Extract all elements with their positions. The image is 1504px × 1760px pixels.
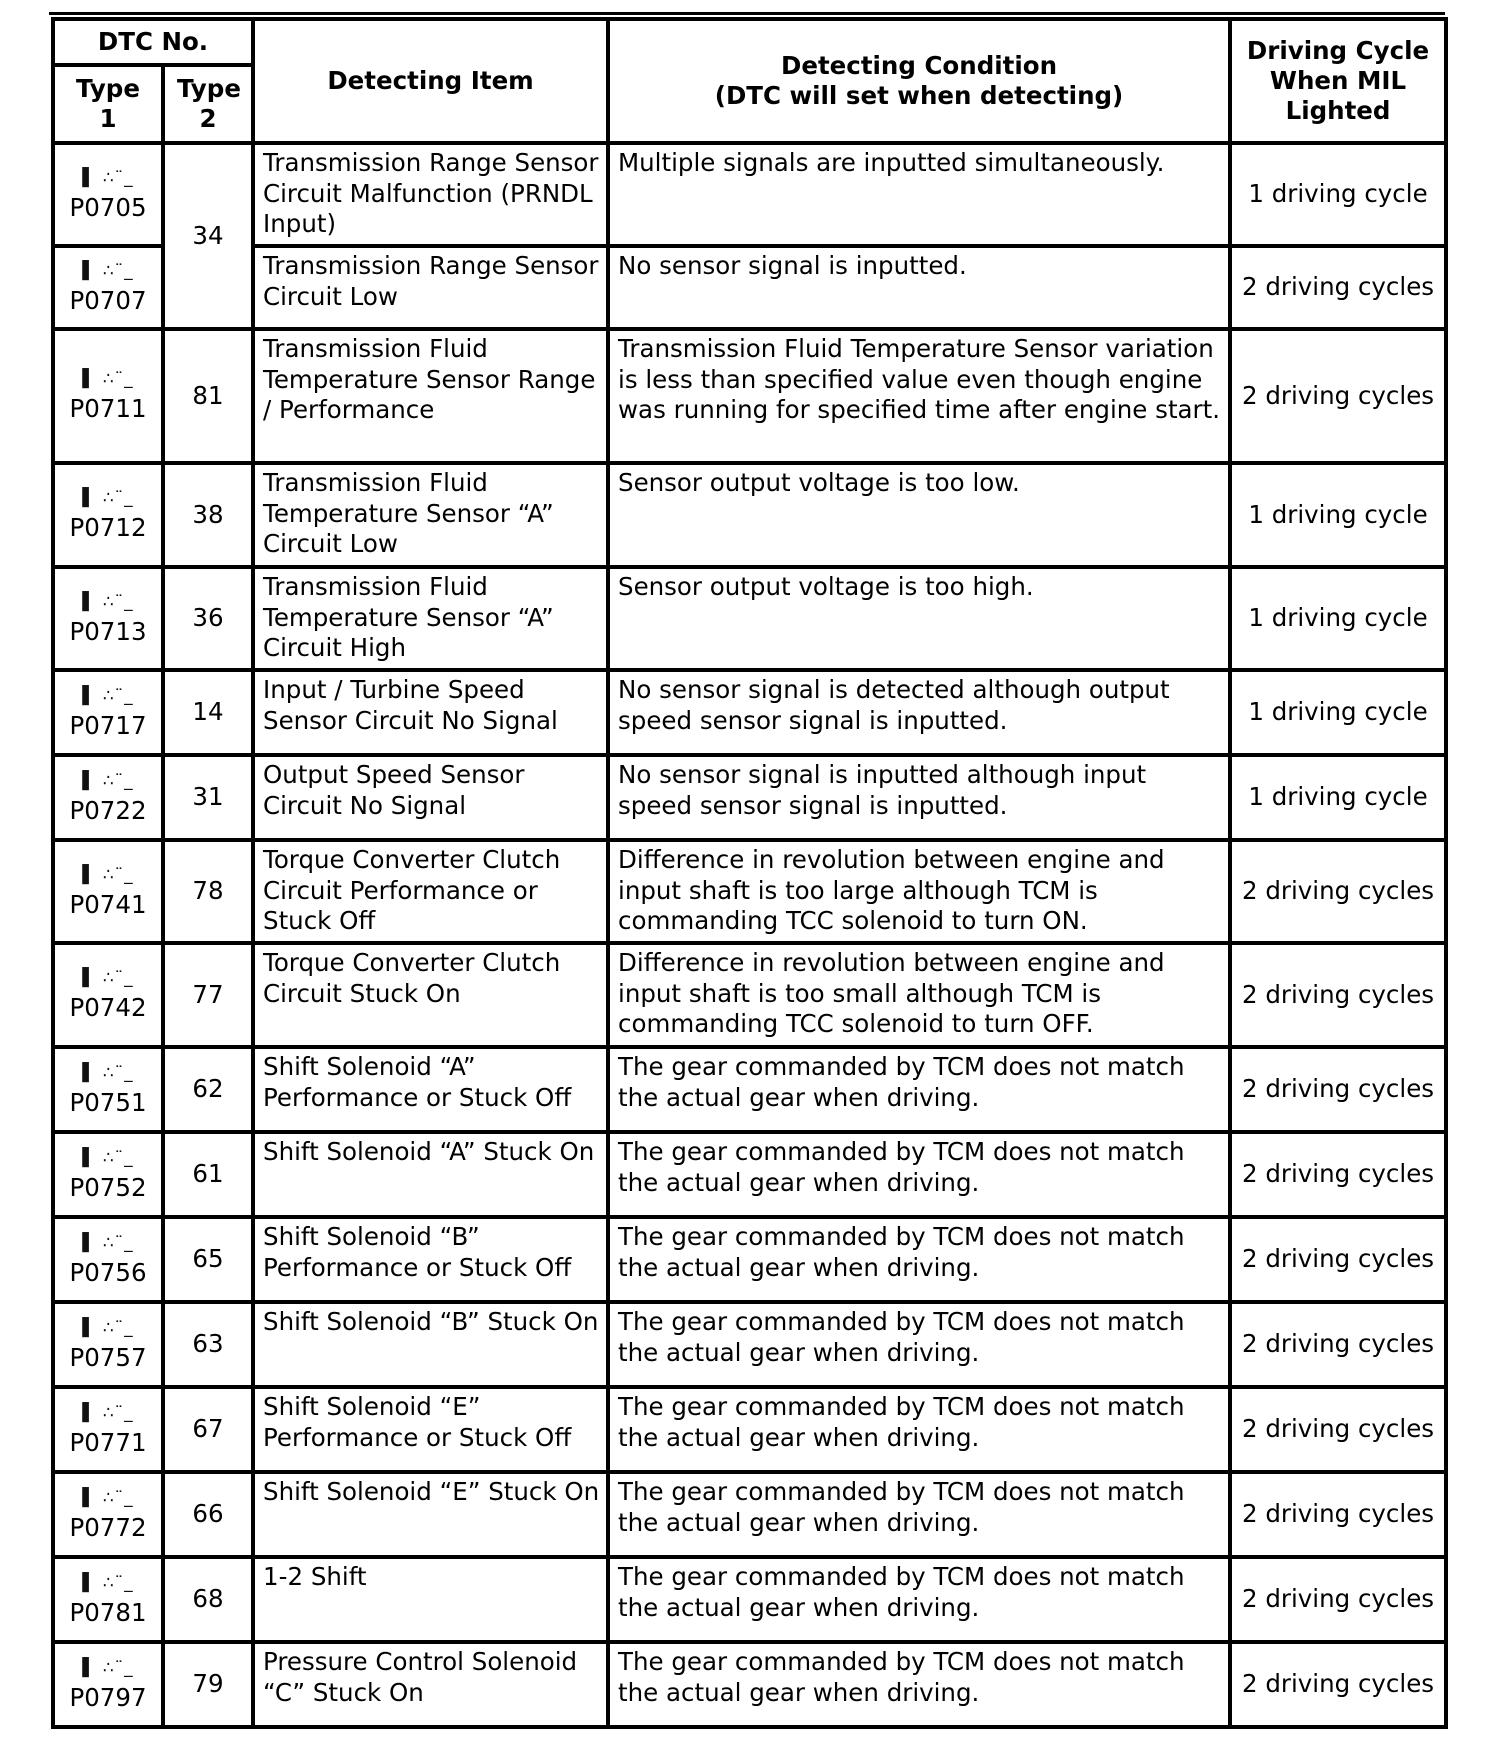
header-driving-cycle: Driving Cycle When MIL Lighted	[1230, 19, 1446, 143]
dtc-type1-cell	[53, 840, 163, 943]
table-row	[53, 943, 1446, 1047]
header-condition-line2: (DTC will set when detecting)	[714, 81, 1124, 110]
dtc-type1-cell	[53, 329, 163, 463]
header-condition-line1: Detecting Condition	[781, 51, 1058, 80]
driving-cycle-cell: 1 driving cycle	[1230, 567, 1446, 670]
detecting-condition-cell: The gear commanded by TCM does not match the actual gear when driving.	[608, 1642, 1230, 1727]
table-row	[53, 1132, 1446, 1217]
dtc-type2-cell: 38	[163, 463, 253, 567]
detecting-condition-cell: The gear commanded by TCM does not match the actual gear when driving.	[608, 1557, 1230, 1642]
dtc-type1-code: P0707	[69, 285, 147, 315]
check-engine-icon: ▌ ∴¨_	[82, 770, 134, 791]
table-row	[53, 755, 1446, 840]
dtc-table	[51, 17, 1448, 1729]
detecting-item-cell: Transmission Fluid Temperature Sensor “A” Circuit High	[253, 567, 608, 670]
driving-cycle-cell: 2 driving cycles	[1230, 1132, 1446, 1217]
detecting-item-cell: Transmission Range Sensor Circuit Malfunction (PRNDL Input)	[253, 143, 608, 246]
table-row	[53, 463, 1446, 567]
dtc-type2-cell: 77	[163, 943, 253, 1047]
detecting-condition-cell: Multiple signals are inputted simultaneously.	[608, 143, 1230, 246]
check-engine-icon: ▌ ∴¨_	[82, 591, 134, 612]
detecting-item-cell: Torque Converter Clutch Circuit Stuck On	[253, 943, 608, 1047]
dtc-type1-code: P0757	[69, 1342, 147, 1372]
driving-cycle-cell: 2 driving cycles	[1230, 329, 1446, 463]
table-row	[53, 1642, 1446, 1727]
dtc-type1-code: P0771	[69, 1427, 147, 1457]
detecting-item-cell: Transmission Fluid Temperature Sensor “A” Circuit Low	[253, 463, 608, 567]
table-row	[53, 1472, 1446, 1557]
dtc-type1-code: P0717	[69, 710, 147, 740]
dtc-type1-cell	[53, 1132, 163, 1217]
check-engine-icon: ▌ ∴¨_	[82, 968, 134, 988]
dtc-type1-cell	[53, 1387, 163, 1472]
dtc-type2-cell: 31	[163, 755, 253, 840]
detecting-item-cell: Torque Converter Clutch Circuit Performance or Stuck Off	[253, 840, 608, 943]
driving-cycle-cell: 2 driving cycles	[1230, 1557, 1446, 1642]
dtc-type1-code: P0772	[69, 1512, 147, 1542]
dtc-type1-code: P0713	[69, 616, 147, 646]
dtc-type1-cell	[53, 567, 163, 670]
dtc-table-body	[53, 143, 1446, 1727]
detecting-item-cell: Transmission Fluid Temperature Sensor Range / Performance	[253, 329, 608, 463]
top-rule	[49, 12, 1445, 15]
detecting-condition-cell: No sensor signal is inputted.	[608, 246, 1230, 329]
header-detecting-condition	[608, 19, 1230, 143]
dtc-type2-cell: 63	[163, 1302, 253, 1387]
driving-cycle-cell: 2 driving cycles	[1230, 246, 1446, 329]
check-engine-icon: ▌ ∴¨_	[82, 864, 134, 885]
table-row	[53, 1557, 1446, 1642]
driving-cycle-cell: 1 driving cycle	[1230, 463, 1446, 567]
dtc-type2-cell: 81	[163, 329, 253, 463]
dtc-type1-code: P0711	[69, 394, 147, 423]
detecting-item-cell: Shift Solenoid “A” Stuck On	[253, 1132, 608, 1217]
check-engine-icon: ▌ ∴¨_	[82, 1487, 134, 1508]
dtc-type1-code: P0722	[69, 795, 147, 825]
check-engine-icon: ▌ ∴¨_	[82, 1147, 134, 1168]
dtc-type1-code: P0751	[69, 1087, 147, 1117]
table-row	[53, 246, 1446, 329]
dtc-type1-code: P0756	[69, 1257, 147, 1287]
dtc-type2-cell: 62	[163, 1047, 253, 1132]
header-dtc-no: DTC No.	[53, 19, 253, 65]
dtc-type1-cell	[53, 143, 163, 246]
check-engine-icon: ▌ ∴¨_	[82, 1232, 134, 1253]
dtc-type1-cell	[53, 1302, 163, 1387]
check-engine-icon: ▌ ∴¨_	[82, 488, 134, 508]
dtc-type2-cell: 78	[163, 840, 253, 943]
dtc-type2-cell: 68	[163, 1557, 253, 1642]
check-engine-icon: ▌ ∴¨_	[82, 1572, 134, 1593]
detecting-condition-cell: Difference in revolution between engine and input shaft is too large although TCM is commanding TCC solenoid to turn ON.	[608, 840, 1230, 943]
dtc-type1-code: P0752	[69, 1172, 147, 1202]
check-engine-icon: ▌ ∴¨_	[82, 369, 134, 389]
dtc-type1-code: P0705	[69, 192, 147, 222]
header-type1: Type 1	[53, 65, 163, 143]
driving-cycle-cell: 1 driving cycle	[1230, 755, 1446, 840]
dtc-type2-cell: 79	[163, 1642, 253, 1727]
detecting-item-cell: Shift Solenoid “B” Performance or Stuck Off	[253, 1217, 608, 1302]
detecting-condition-cell: The gear commanded by TCM does not match the actual gear when driving.	[608, 1047, 1230, 1132]
detecting-condition-cell: The gear commanded by TCM does not match the actual gear when driving.	[608, 1302, 1230, 1387]
dtc-type1-cell	[53, 1642, 163, 1727]
check-engine-icon: ▌ ∴¨_	[82, 1402, 134, 1423]
detecting-item-cell: Shift Solenoid “E” Performance or Stuck Off	[253, 1387, 608, 1472]
detecting-condition-cell: Difference in revolution between engine and input shaft is too small although TCM is commanding TCC solenoid to turn OFF.	[608, 943, 1230, 1047]
check-engine-icon: ▌ ∴¨_	[82, 1657, 134, 1678]
driving-cycle-cell: 2 driving cycles	[1230, 1387, 1446, 1472]
table-row	[53, 567, 1446, 670]
detecting-item-cell: Shift Solenoid “E” Stuck On	[253, 1472, 608, 1557]
driving-cycle-cell: 2 driving cycles	[1230, 1642, 1446, 1727]
dtc-type1-code: P0741	[69, 889, 147, 919]
detecting-item-cell: Output Speed Sensor Circuit No Signal	[253, 755, 608, 840]
table-row	[53, 1047, 1446, 1132]
driving-cycle-cell: 2 driving cycles	[1230, 1217, 1446, 1302]
dtc-type2-cell: 66	[163, 1472, 253, 1557]
detecting-condition-cell: The gear commanded by TCM does not match the actual gear when driving.	[608, 1217, 1230, 1302]
detecting-item-cell: Shift Solenoid “B” Stuck On	[253, 1302, 608, 1387]
check-engine-icon: ▌ ∴¨_	[82, 260, 134, 281]
table-row	[53, 670, 1446, 755]
driving-cycle-cell: 2 driving cycles	[1230, 943, 1446, 1047]
driving-cycle-cell: 1 driving cycle	[1230, 670, 1446, 755]
dtc-type1-cell	[53, 755, 163, 840]
detecting-condition-cell: Sensor output voltage is too low.	[608, 463, 1230, 567]
detecting-item-cell: 1-2 Shift	[253, 1557, 608, 1642]
dtc-type1-cell	[53, 670, 163, 755]
detecting-item-cell: Input / Turbine Speed Sensor Circuit No Signal	[253, 670, 608, 755]
detecting-condition-cell: The gear commanded by TCM does not match the actual gear when driving.	[608, 1472, 1230, 1557]
dtc-type2-cell: 34	[163, 143, 253, 329]
check-engine-icon: ▌ ∴¨_	[82, 167, 134, 188]
dtc-type1-cell	[53, 1047, 163, 1132]
detecting-condition-cell: Transmission Fluid Temperature Sensor variation is less than specified value even though engine was running for specified time after engine start.	[608, 329, 1230, 463]
table-row	[53, 1217, 1446, 1302]
table-row	[53, 1387, 1446, 1472]
dtc-type1-code: P0742	[69, 993, 147, 1022]
header-row-top	[53, 19, 1446, 65]
detecting-item-cell: Shift Solenoid “A” Performance or Stuck Off	[253, 1047, 608, 1132]
dtc-type2-cell: 36	[163, 567, 253, 670]
table-row	[53, 840, 1446, 943]
detecting-condition-cell: No sensor signal is inputted although input speed sensor signal is inputted.	[608, 755, 1230, 840]
driving-cycle-cell: 2 driving cycles	[1230, 1472, 1446, 1557]
dtc-type1-code: P0781	[69, 1597, 147, 1627]
table-row	[53, 1302, 1446, 1387]
table-row	[53, 143, 1446, 246]
dtc-type1-code: P0712	[69, 513, 147, 542]
dtc-type2-cell: 65	[163, 1217, 253, 1302]
driving-cycle-cell: 1 driving cycle	[1230, 143, 1446, 246]
driving-cycle-cell: 2 driving cycles	[1230, 840, 1446, 943]
header-type2: Type 2	[163, 65, 253, 143]
detecting-item-cell: Pressure Control Solenoid “C” Stuck On	[253, 1642, 608, 1727]
detecting-item-cell: Transmission Range Sensor Circuit Low	[253, 246, 608, 329]
table-row	[53, 329, 1446, 463]
dtc-type1-cell	[53, 1472, 163, 1557]
detecting-condition-cell: Sensor output voltage is too high.	[608, 567, 1230, 670]
dtc-type2-cell: 61	[163, 1132, 253, 1217]
dtc-type1-code: P0797	[69, 1682, 147, 1712]
detecting-condition-cell: The gear commanded by TCM does not match the actual gear when driving.	[608, 1132, 1230, 1217]
check-engine-icon: ▌ ∴¨_	[82, 1317, 134, 1338]
detecting-condition-cell: The gear commanded by TCM does not match the actual gear when driving.	[608, 1387, 1230, 1472]
dtc-type1-cell	[53, 1217, 163, 1302]
check-engine-icon: ▌ ∴¨_	[82, 1062, 134, 1083]
dtc-type1-cell	[53, 1557, 163, 1642]
driving-cycle-cell: 2 driving cycles	[1230, 1302, 1446, 1387]
check-engine-icon: ▌ ∴¨_	[82, 685, 134, 706]
dtc-type1-cell	[53, 943, 163, 1047]
dtc-type2-cell: 67	[163, 1387, 253, 1472]
dtc-type1-cell	[53, 246, 163, 329]
dtc-type2-cell: 14	[163, 670, 253, 755]
detecting-condition-cell: No sensor signal is detected although output speed sensor signal is inputted.	[608, 670, 1230, 755]
driving-cycle-cell: 2 driving cycles	[1230, 1047, 1446, 1132]
dtc-type1-cell	[53, 463, 163, 567]
header-detecting-item: Detecting Item	[253, 19, 608, 143]
